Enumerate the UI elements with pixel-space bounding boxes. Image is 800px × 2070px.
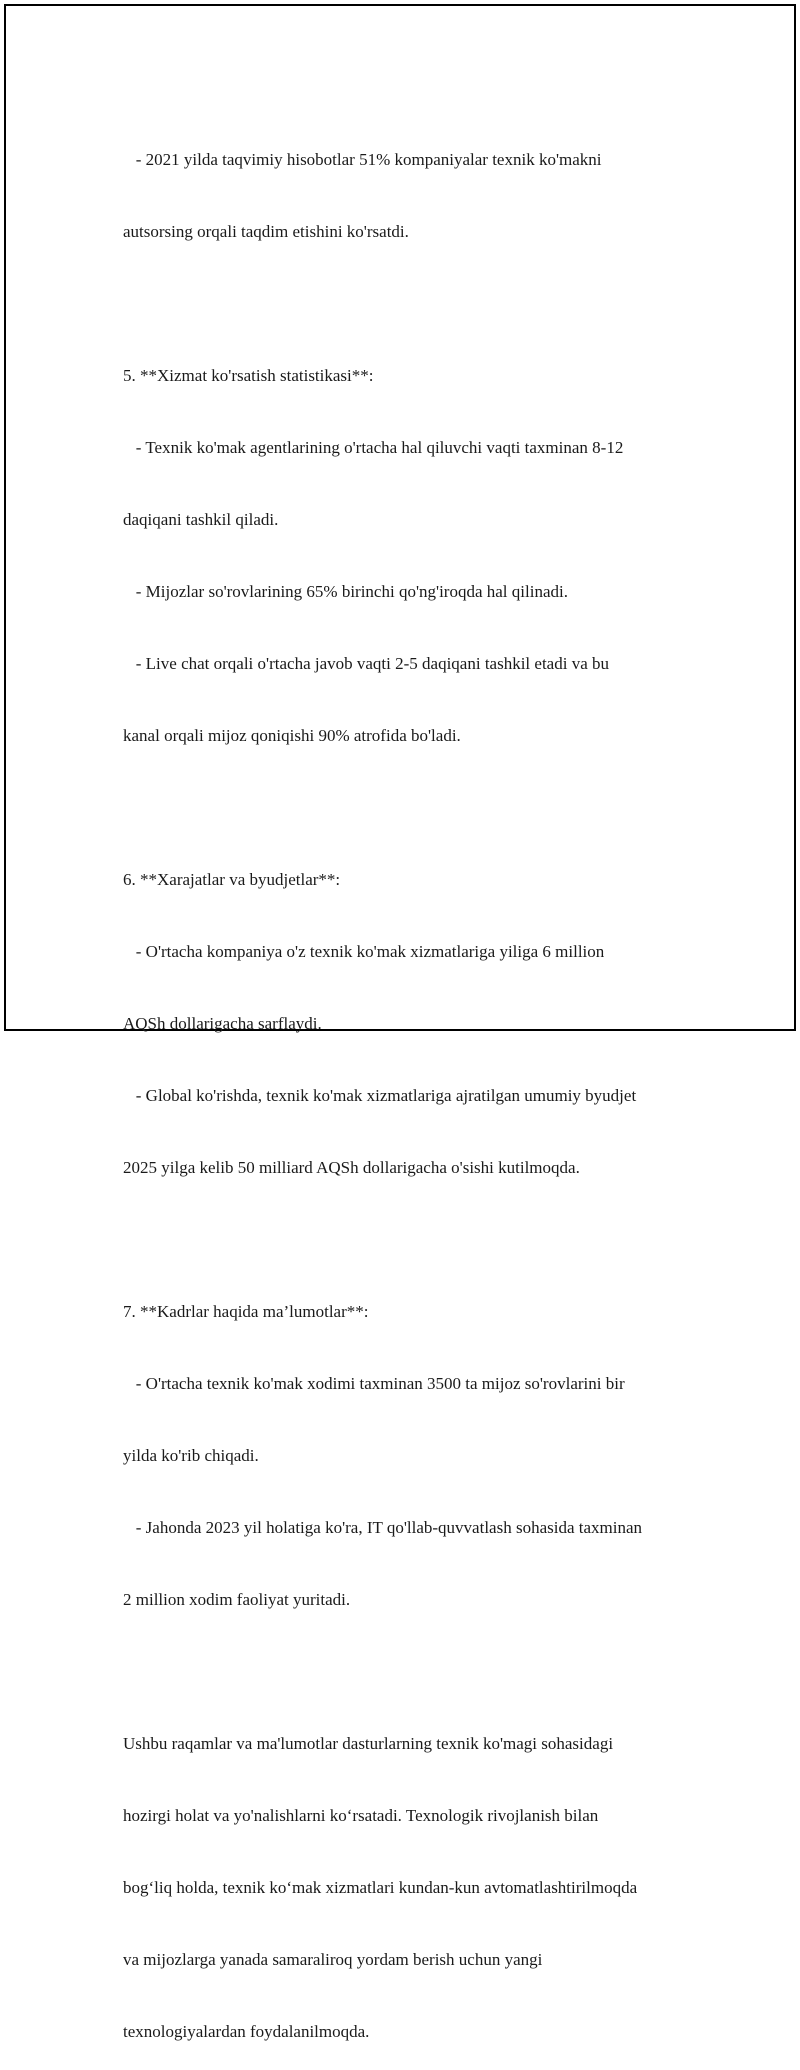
text-line: - Global ko'rishda, texnik ko'mak xizmatlariga ajratilgan umumiy byudjet [123,1086,637,1105]
conclusion-paragraph [123,1684,698,2070]
text-line: - Live chat orqali o'rtacha javob vaqti 2-5 daqiqani tashkil etadi va bu [123,654,609,673]
text-line: AQSh dollarigacha sarflaydi. [123,1014,322,1033]
page-frame [4,4,796,2041]
text-line: - Jahonda 2023 yil holatiga ko'ra, IT qo'llab-quvvatlash sohasida taxminan [123,1518,643,1537]
text-line: hozirgi holat va yo'nalishlarni ko‘rsatadi. Texnologik rivojlanish bilan [123,1806,599,1825]
text-line: bog‘liq holda, texnik ko‘mak xizmatlari kundan-kun avtomatlashtirilmoqda [123,1878,638,1897]
text-line: texnologiyalardan foydalanilmoqda. [123,2022,370,2041]
service-statistics-section [123,316,698,796]
text-line: - O'rtacha kompaniya o'z texnik ko'mak xizmatlariga yiliga 6 million [123,942,605,961]
text-line: - 2021 yilda taqvimiy hisobotlar 51% kompaniyalar texnik ko'makni [123,150,602,169]
section-heading: 7. **Kadrlar haqida ma’lumotlar**: [123,1302,369,1321]
text-line: - Mijozlar so'rovlarining 65% birinchi qo'ng'iroqda hal qilinadi. [123,582,568,601]
text-line: va mijozlarga yanada samaraliroq yordam berish uchun yangi [123,1950,543,1969]
text-line: 2025 yilga kelib 50 milliard AQSh dollarigacha o'sishi kutilmoqda. [123,1158,580,1177]
text-line: 2 million xodim faoliyat yuritadi. [123,1590,351,1609]
costs-budgets-section [123,820,698,1228]
text-line: autsorsing orqali taqdim etishini ko'rsatdi. [123,222,409,241]
text-line: kanal orqali mijoz qoniqishi 90% atrofida bo'ladi. [123,726,461,745]
text-line: Ushbu raqamlar va ma'lumotlar dasturlarning texnik ko'magi sohasidagi [123,1734,614,1753]
text-line: daqiqani tashkil qiladi. [123,510,279,529]
document-body [123,100,698,2070]
text-line: - O'rtacha texnik ko'mak xodimi taxminan 3500 ta mijoz so'rovlarini bir [123,1374,625,1393]
text-line: yilda ko'rib chiqadi. [123,1446,259,1465]
section-heading: 6. **Xarajatlar va byudjetlar**: [123,870,341,889]
staff-info-section [123,1252,698,1660]
section-heading: 5. **Xizmat ko'rsatish statistikasi**: [123,366,374,385]
text-line: - Texnik ko'mak agentlarining o'rtacha hal qiluvchi vaqti taxminan 8-12 [123,438,624,457]
outsourcing-paragraph [123,100,698,292]
